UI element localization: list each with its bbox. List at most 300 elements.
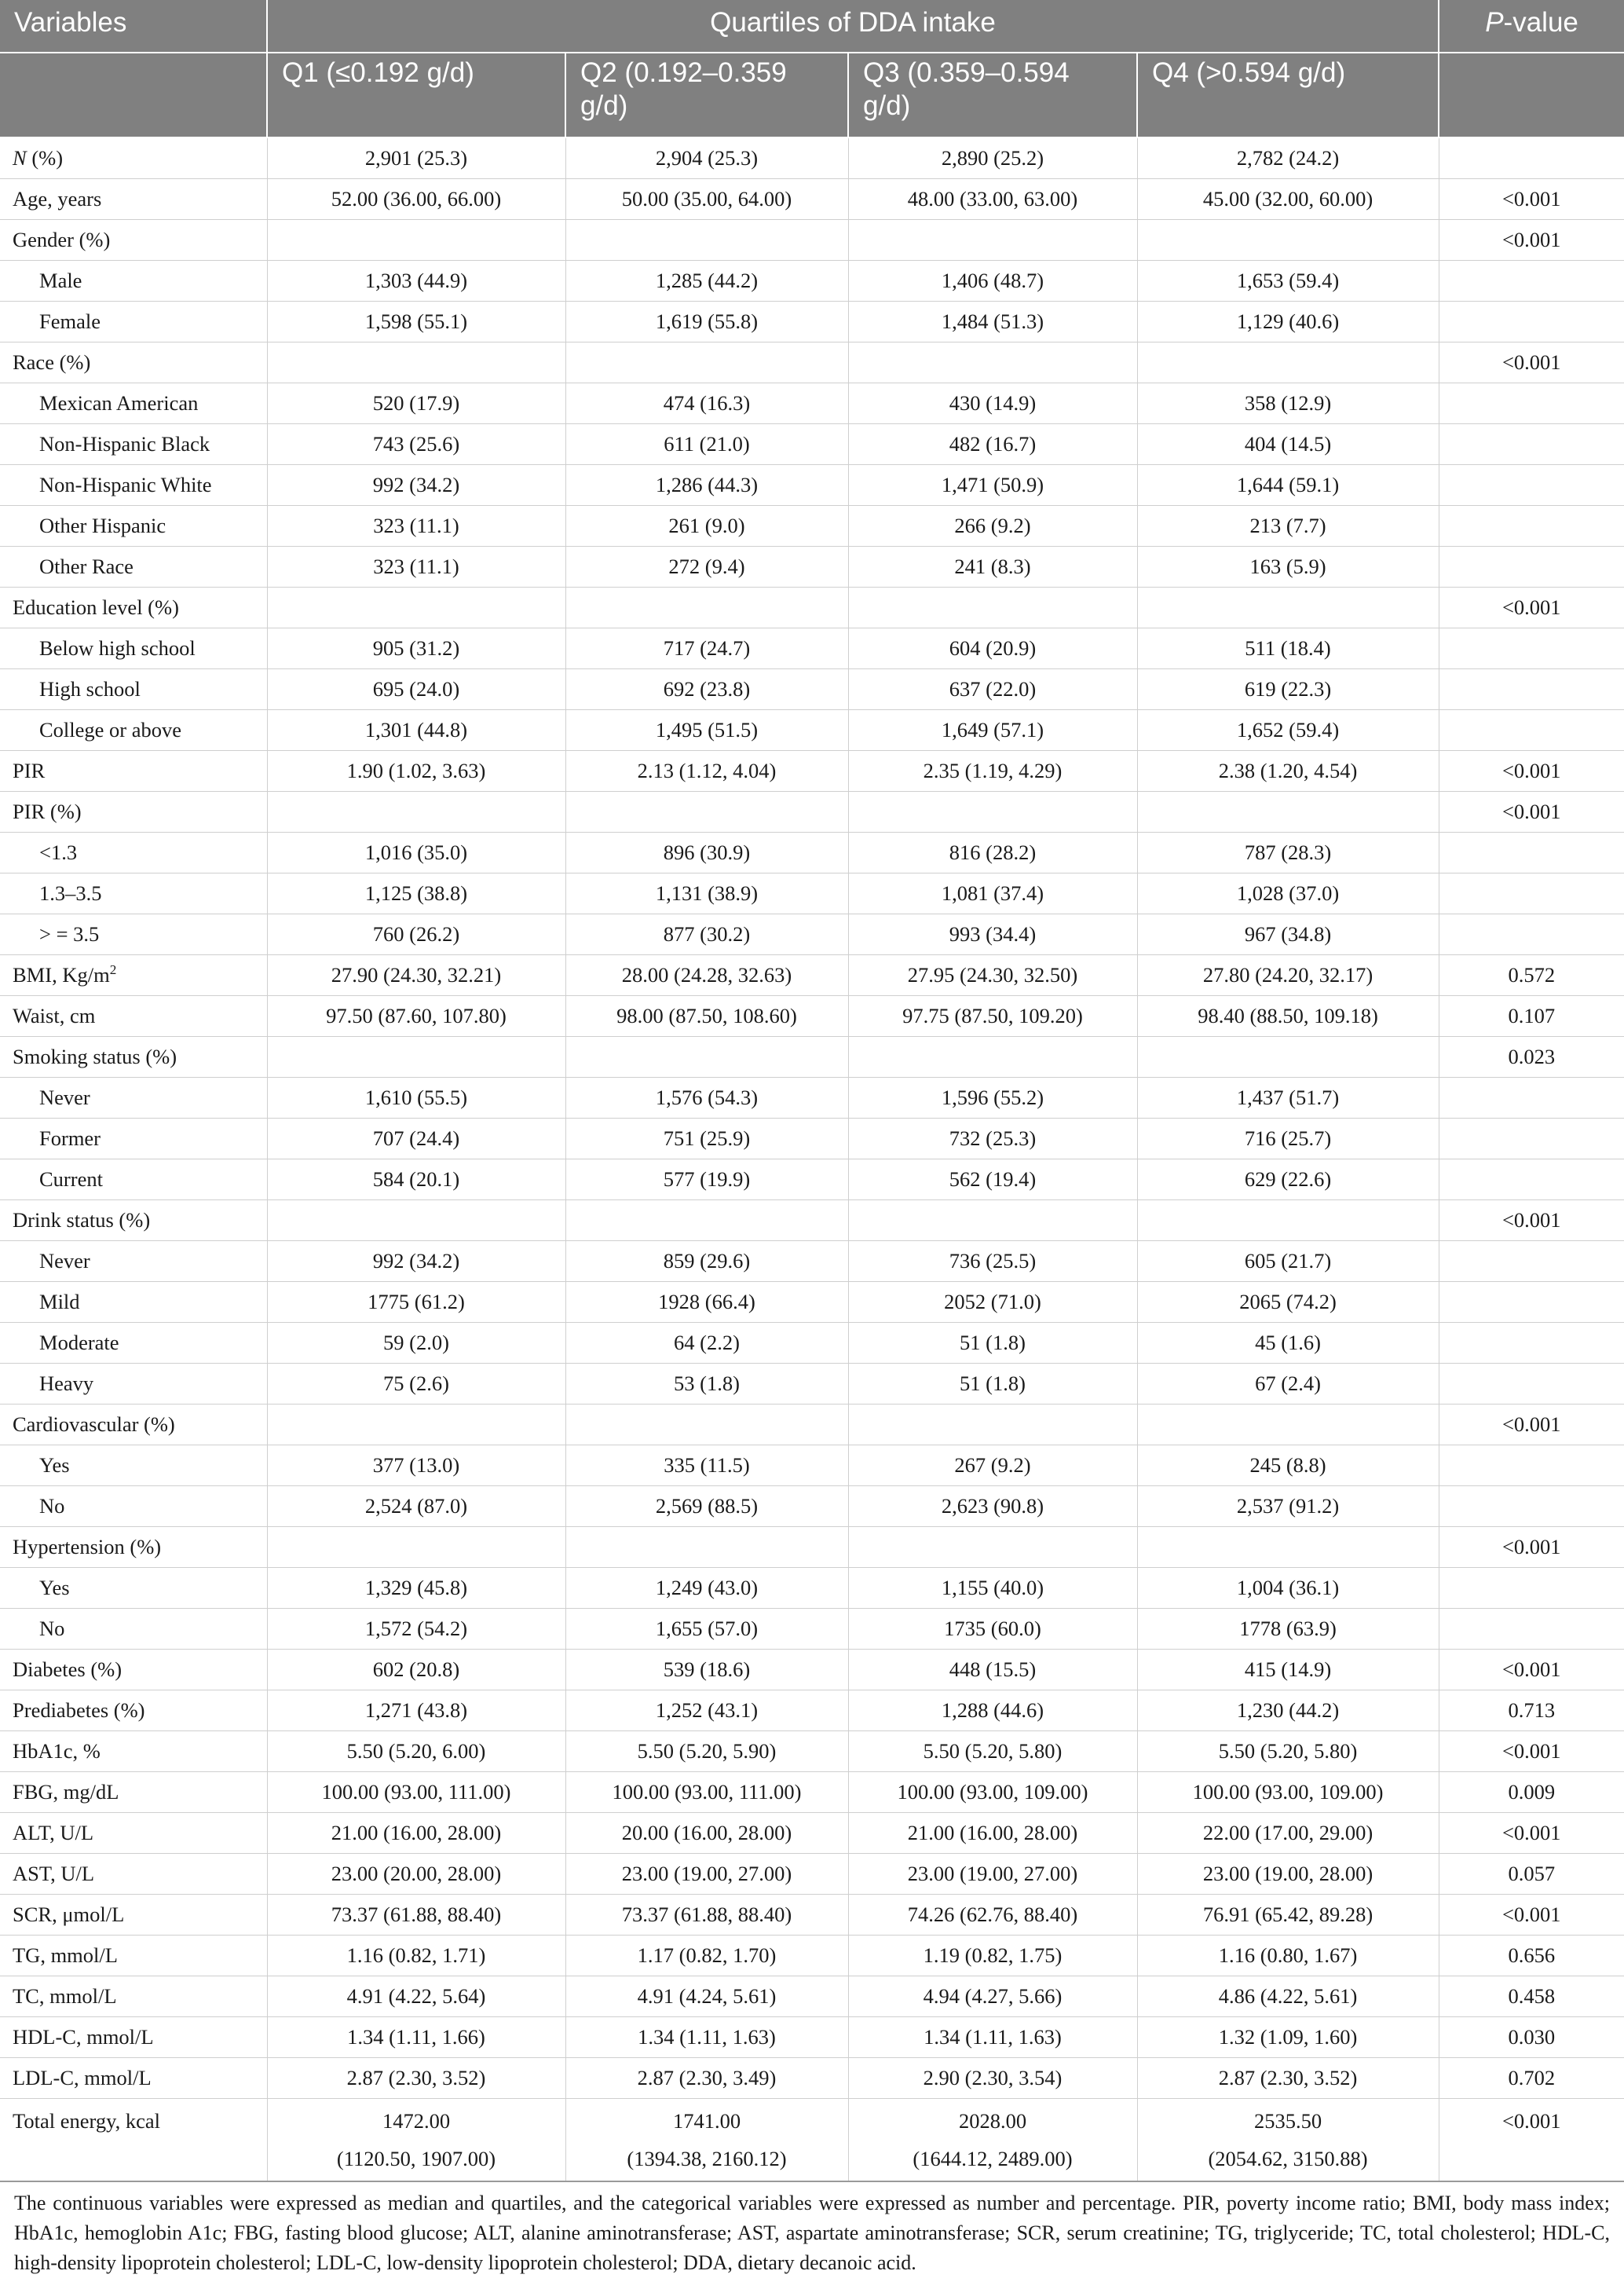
cell-q1: 2,901 (25.3) <box>267 137 565 179</box>
table-row <box>0 547 1624 588</box>
row-label-text: Female <box>39 309 101 333</box>
cell-q4: 1778 (63.9) <box>1137 1609 1439 1650</box>
cell-q1: 23.00 (20.00, 28.00) <box>267 1854 565 1895</box>
row-label-text: Non-Hispanic White <box>39 473 212 496</box>
cell-q1: 905 (31.2) <box>267 628 565 669</box>
cell-q2: 751 (25.9) <box>565 1119 848 1159</box>
cell-q1: 97.50 (87.60, 107.80) <box>267 996 565 1037</box>
row-label-text: PIR <box>13 759 46 782</box>
cell-q2 <box>565 342 848 383</box>
row-label <box>0 1486 267 1527</box>
cell-p <box>1439 1445 1624 1486</box>
row-label-text: Diabetes (%) <box>13 1657 123 1681</box>
row-label <box>0 547 267 588</box>
row-label-text: <1.3 <box>39 841 78 864</box>
cell-q4: 1.32 (1.09, 1.60) <box>1137 2017 1439 2058</box>
row-label-italic: N <box>13 146 27 170</box>
cell-q4: 100.00 (93.00, 109.00) <box>1137 1772 1439 1813</box>
cell-q1: 1,016 (35.0) <box>267 833 565 873</box>
cell-q1: 5.50 (5.20, 6.00) <box>267 1731 565 1772</box>
cell-q2 <box>565 1037 848 1078</box>
table-row <box>0 1282 1624 1323</box>
row-label <box>0 1772 267 1813</box>
cell-q1: 323 (11.1) <box>267 547 565 588</box>
row-label-text: Moderate <box>39 1331 119 1354</box>
cell-q3: 732 (25.3) <box>848 1119 1137 1159</box>
cell-q4 <box>1137 220 1439 261</box>
row-label-text: Mexican American <box>39 391 199 415</box>
table-row <box>0 996 1624 1037</box>
header-variables: Variables <box>0 0 267 53</box>
row-label <box>0 1078 267 1119</box>
cell-p: 0.057 <box>1439 1854 1624 1895</box>
row-label <box>0 710 267 751</box>
cell-q3: 1,596 (55.2) <box>848 1078 1137 1119</box>
cell-q2: 1,252 (43.1) <box>565 1690 848 1731</box>
row-label <box>0 1241 267 1282</box>
cell-p <box>1439 710 1624 751</box>
header-p-suffix: -value <box>1503 7 1578 38</box>
cell-q3: 241 (8.3) <box>848 547 1137 588</box>
cell-q3: 604 (20.9) <box>848 628 1137 669</box>
cell-q1: 27.90 (24.30, 32.21) <box>267 955 565 996</box>
table-body <box>0 137 1624 2181</box>
row-label <box>0 873 267 914</box>
cell-q3: 5.50 (5.20, 5.80) <box>848 1731 1137 1772</box>
row-label <box>0 465 267 506</box>
cell-q3-iqr: (1644.12, 2489.00) <box>913 2147 1073 2170</box>
cell-q3: 993 (34.4) <box>848 914 1137 955</box>
cell-q2: 272 (9.4) <box>565 547 848 588</box>
cell-q2 <box>565 1200 848 1241</box>
cell-q1: 1,303 (44.9) <box>267 261 565 302</box>
cell-p <box>1439 424 1624 465</box>
cell-q4: 415 (14.9) <box>1137 1650 1439 1690</box>
cell-q2-iqr: (1394.38, 2160.12) <box>627 2147 787 2170</box>
cell-q3: 21.00 (16.00, 28.00) <box>848 1813 1137 1854</box>
cell-p: <0.001 <box>1439 1650 1624 1690</box>
row-label <box>0 1282 267 1323</box>
cell-p <box>1439 1609 1624 1650</box>
row-label <box>0 506 267 547</box>
cell-q3: 816 (28.2) <box>848 833 1137 873</box>
cell-p: <0.001 <box>1439 792 1624 833</box>
cell-q4: 1,653 (59.4) <box>1137 261 1439 302</box>
cell-q3-median: 2028.00 <box>958 2109 1027 2133</box>
cell-q4: 4.86 (4.22, 5.61) <box>1137 1976 1439 2017</box>
row-label <box>0 669 267 710</box>
cell-q1 <box>267 220 565 261</box>
table-row <box>0 1772 1624 1813</box>
cell-p: 0.107 <box>1439 996 1624 1037</box>
table-footnote: The continuous variables were expressed as median and quartiles, and the categorical variables were expressed as number and percentage. PIR, poverty income ratio; BMI, body mass index; HbA1c, hemoglobin A1c; FBG, fasting blood glucose; ALT, alanine aminotransferase; AST, aspartate aminotransferase; SCR, serum creatinine; TG, triglyceride; TC, total cholesterol; HDL-C, high-density lipoprotein cholesterol; LDL-C, low-density lipoprotein cholesterol; DDA, dietary decanoic acid. <box>14 2192 1610 2274</box>
cell-q1: 377 (13.0) <box>267 1445 565 1486</box>
cell-q2: 1,286 (44.3) <box>565 465 848 506</box>
cell-q3: 1.19 (0.82, 1.75) <box>848 1936 1137 1976</box>
cell-q2: 53 (1.8) <box>565 1364 848 1405</box>
cell-q2: 577 (19.9) <box>565 1159 848 1200</box>
cell-p <box>1439 1364 1624 1405</box>
cell-q4: 22.00 (17.00, 29.00) <box>1137 1813 1439 1854</box>
cell-p: <0.001 <box>1439 1405 1624 1445</box>
cell-q3: 51 (1.8) <box>848 1323 1137 1364</box>
cell-q1: 1,125 (38.8) <box>267 873 565 914</box>
cell-q3 <box>848 792 1137 833</box>
cell-q3 <box>848 220 1137 261</box>
row-label-suffix: (%) <box>26 146 64 170</box>
row-label-text: Yes <box>39 1576 70 1599</box>
header-p-italic: P <box>1485 7 1504 38</box>
table-row <box>0 1650 1624 1690</box>
row-label-text: Other Hispanic <box>39 514 166 537</box>
cell-q3: 97.75 (87.50, 109.20) <box>848 996 1137 1037</box>
row-label-text: Race (%) <box>13 350 91 374</box>
row-label-text: Smoking status (%) <box>13 1045 177 1068</box>
row-label <box>0 137 267 179</box>
table-row <box>0 506 1624 547</box>
cell-q2: 1,619 (55.8) <box>565 302 848 342</box>
row-label-text: Yes <box>39 1453 70 1477</box>
cell-q1: 992 (34.2) <box>267 1241 565 1282</box>
cell-q1: 992 (34.2) <box>267 465 565 506</box>
row-label <box>0 342 267 383</box>
cell-q3: 266 (9.2) <box>848 506 1137 547</box>
row-label-text: TG, mmol/L <box>13 1943 118 1967</box>
cell-q4: 1,644 (59.1) <box>1137 465 1439 506</box>
cell-q2: 877 (30.2) <box>565 914 848 955</box>
cell-q4: 45 (1.6) <box>1137 1323 1439 1364</box>
cell-q4: 1,004 (36.1) <box>1137 1568 1439 1609</box>
cell-q3 <box>848 1037 1137 1078</box>
row-label-text: LDL-C, mmol/L <box>13 2066 152 2089</box>
cell-q2 <box>565 2099 848 2182</box>
table-row <box>0 1078 1624 1119</box>
cell-p: 0.458 <box>1439 1976 1624 2017</box>
row-label-text: 1.3–3.5 <box>39 881 102 905</box>
cell-q1 <box>267 1037 565 1078</box>
cell-p <box>1439 137 1624 179</box>
row-label-text: College or above <box>39 718 182 742</box>
row-label <box>0 1323 267 1364</box>
cell-p <box>1439 1119 1624 1159</box>
cell-q2: 98.00 (87.50, 108.60) <box>565 996 848 1037</box>
table-row <box>0 1731 1624 1772</box>
cell-q3: 2,890 (25.2) <box>848 137 1137 179</box>
cell-q4: 1.16 (0.80, 1.67) <box>1137 1936 1439 1976</box>
cell-q1: 4.91 (4.22, 5.64) <box>267 1976 565 2017</box>
cell-q3: 637 (22.0) <box>848 669 1137 710</box>
row-label <box>0 1037 267 1078</box>
row-label-text: Current <box>39 1167 103 1191</box>
cell-q2: 1,131 (38.9) <box>565 873 848 914</box>
row-label <box>0 1895 267 1936</box>
cell-q1 <box>267 1405 565 1445</box>
table-row <box>0 465 1624 506</box>
table-row <box>0 2017 1624 2058</box>
cell-q2: 2.87 (2.30, 3.49) <box>565 2058 848 2099</box>
row-label <box>0 179 267 220</box>
cell-q4 <box>1137 1200 1439 1241</box>
cell-p <box>1439 1241 1624 1282</box>
row-label <box>0 1364 267 1405</box>
cell-q1 <box>267 1200 565 1241</box>
table-row <box>0 2058 1624 2099</box>
cell-q3 <box>848 588 1137 628</box>
cell-p <box>1439 1568 1624 1609</box>
cell-p: <0.001 <box>1439 1200 1624 1241</box>
cell-q2: 1,495 (51.5) <box>565 710 848 751</box>
cell-q4: 1,652 (59.4) <box>1137 710 1439 751</box>
table-row <box>0 669 1624 710</box>
row-label-text: BMI, Kg/m <box>13 963 110 987</box>
cell-q1: 743 (25.6) <box>267 424 565 465</box>
table-row <box>0 1936 1624 1976</box>
row-label <box>0 1200 267 1241</box>
cell-q4: 629 (22.6) <box>1137 1159 1439 1200</box>
row-label-text: Mild <box>39 1290 80 1313</box>
row-label <box>0 1813 267 1854</box>
cell-q2: 50.00 (35.00, 64.00) <box>565 179 848 220</box>
cell-q4: 2,537 (91.2) <box>1137 1486 1439 1527</box>
cell-p <box>1439 261 1624 302</box>
table-row <box>0 261 1624 302</box>
row-label-text: No <box>39 1494 65 1518</box>
row-label <box>0 628 267 669</box>
cell-q4: 1,230 (44.2) <box>1137 1690 1439 1731</box>
cell-p <box>1439 1486 1624 1527</box>
cell-p: <0.001 <box>1439 1895 1624 1936</box>
table-row <box>0 833 1624 873</box>
cell-q4 <box>1137 342 1439 383</box>
table-row <box>0 1976 1624 2017</box>
table-row <box>0 955 1624 996</box>
cell-q1: 73.37 (61.88, 88.40) <box>267 1895 565 1936</box>
row-label <box>0 588 267 628</box>
cell-q4: 98.40 (88.50, 109.18) <box>1137 996 1439 1037</box>
cell-q4: 967 (34.8) <box>1137 914 1439 955</box>
cell-q4: 605 (21.7) <box>1137 1241 1439 1282</box>
cell-q4: 76.91 (65.42, 89.28) <box>1137 1895 1439 1936</box>
row-label <box>0 833 267 873</box>
cell-q3 <box>848 1527 1137 1568</box>
cell-q1: 1.16 (0.82, 1.71) <box>267 1936 565 1976</box>
cell-q1: 323 (11.1) <box>267 506 565 547</box>
cell-q2: 1,576 (54.3) <box>565 1078 848 1119</box>
cell-q4: 23.00 (19.00, 28.00) <box>1137 1854 1439 1895</box>
row-label <box>0 2058 267 2099</box>
row-label-text: Education level (%) <box>13 595 179 619</box>
cell-q4: 163 (5.9) <box>1137 547 1439 588</box>
cell-q1: 602 (20.8) <box>267 1650 565 1690</box>
cell-p <box>1439 833 1624 873</box>
row-label-text: HbA1c, % <box>13 1739 101 1763</box>
cell-p: <0.001 <box>1439 342 1624 383</box>
cell-q1: 1,301 (44.8) <box>267 710 565 751</box>
cell-p <box>1439 506 1624 547</box>
cell-p <box>1439 1282 1624 1323</box>
cell-q2 <box>565 588 848 628</box>
cell-p: 0.030 <box>1439 2017 1624 2058</box>
cell-p: 0.702 <box>1439 2058 1624 2099</box>
cell-q4 <box>1137 792 1439 833</box>
cell-q3: 4.94 (4.27, 5.66) <box>848 1976 1137 2017</box>
cell-q2: 4.91 (4.24, 5.61) <box>565 1976 848 2017</box>
cell-q4: 511 (18.4) <box>1137 628 1439 669</box>
table-row <box>0 1486 1624 1527</box>
cell-q2: 1,655 (57.0) <box>565 1609 848 1650</box>
row-label <box>0 914 267 955</box>
cell-q4 <box>1137 1405 1439 1445</box>
cell-q1: 1,271 (43.8) <box>267 1690 565 1731</box>
cell-q2: 1,285 (44.2) <box>565 261 848 302</box>
header-p-value <box>1439 0 1624 53</box>
cell-p: 0.023 <box>1439 1037 1624 1078</box>
cell-q2: 717 (24.7) <box>565 628 848 669</box>
cell-q1: 584 (20.1) <box>267 1159 565 1200</box>
cell-q4: 67 (2.4) <box>1137 1364 1439 1405</box>
cell-q1 <box>267 588 565 628</box>
cell-p: <0.001 <box>1439 2099 1624 2182</box>
cell-q2 <box>565 1527 848 1568</box>
cell-q3: 48.00 (33.00, 63.00) <box>848 179 1137 220</box>
cell-p: 0.572 <box>1439 955 1624 996</box>
cell-q2 <box>565 792 848 833</box>
cell-q3 <box>848 2099 1137 2182</box>
cell-q2: 2,904 (25.3) <box>565 137 848 179</box>
cell-q1: 1.90 (1.02, 3.63) <box>267 751 565 792</box>
cell-q2: 539 (18.6) <box>565 1650 848 1690</box>
table-row <box>0 710 1624 751</box>
header-quartiles: Quartiles of DDA intake <box>267 0 1439 53</box>
cell-q1: 520 (17.9) <box>267 383 565 424</box>
row-label-text: Cardiovascular (%) <box>13 1412 175 1436</box>
row-label <box>0 1119 267 1159</box>
cell-p <box>1439 1078 1624 1119</box>
cell-q1: 707 (24.4) <box>267 1119 565 1159</box>
cell-q3: 430 (14.9) <box>848 383 1137 424</box>
cell-q3 <box>848 1200 1137 1241</box>
table-row <box>0 1119 1624 1159</box>
cell-q2: 64 (2.2) <box>565 1323 848 1364</box>
row-label <box>0 1405 267 1445</box>
row-label-text: TC, mmol/L <box>13 1984 117 2008</box>
table-row <box>0 1895 1624 1936</box>
cell-p: <0.001 <box>1439 1813 1624 1854</box>
table-row <box>0 342 1624 383</box>
cell-q1 <box>267 1527 565 1568</box>
table-row <box>0 1323 1624 1364</box>
cell-q1: 695 (24.0) <box>267 669 565 710</box>
cell-q2 <box>565 1405 848 1445</box>
cell-q2-median: 1741.00 <box>672 2109 741 2133</box>
row-label <box>0 1731 267 1772</box>
row-label <box>0 955 267 996</box>
cell-p: <0.001 <box>1439 179 1624 220</box>
cell-q2: 20.00 (16.00, 28.00) <box>565 1813 848 1854</box>
row-label <box>0 1568 267 1609</box>
table-row <box>0 914 1624 955</box>
cell-q3: 2052 (71.0) <box>848 1282 1137 1323</box>
row-label-text: HDL-C, mmol/L <box>13 2025 154 2049</box>
cell-q1: 760 (26.2) <box>267 914 565 955</box>
row-label <box>0 261 267 302</box>
cell-q1: 2.87 (2.30, 3.52) <box>267 2058 565 2099</box>
cell-q4 <box>1137 1527 1439 1568</box>
cell-p: 0.713 <box>1439 1690 1624 1731</box>
cell-q3: 267 (9.2) <box>848 1445 1137 1486</box>
row-label-text: Other Race <box>39 555 134 578</box>
header-q1: Q1 (≤0.192 g/d) <box>267 53 565 137</box>
cell-q1: 100.00 (93.00, 111.00) <box>267 1772 565 1813</box>
cell-q4: 45.00 (32.00, 60.00) <box>1137 179 1439 220</box>
row-label <box>0 1445 267 1486</box>
cell-q2: 1,249 (43.0) <box>565 1568 848 1609</box>
cell-q2: 1.34 (1.11, 1.63) <box>565 2017 848 2058</box>
cell-q2: 2,569 (88.5) <box>565 1486 848 1527</box>
table-row <box>0 1159 1624 1200</box>
row-label <box>0 424 267 465</box>
row-label-text: PIR (%) <box>13 800 82 823</box>
row-label-text: ALT, U/L <box>13 1821 94 1844</box>
row-label <box>0 1650 267 1690</box>
row-label-text: Non-Hispanic Black <box>39 432 210 456</box>
cell-q2: 896 (30.9) <box>565 833 848 873</box>
cell-q1-median: 1472.00 <box>382 2109 451 2133</box>
row-label <box>0 2017 267 2058</box>
cell-p <box>1439 628 1624 669</box>
cell-q2: 5.50 (5.20, 5.90) <box>565 1731 848 1772</box>
table-row <box>0 588 1624 628</box>
header-blank <box>0 53 267 137</box>
row-label-text: Drink status (%) <box>13 1208 151 1232</box>
table-row <box>0 1527 1624 1568</box>
cell-q3: 2,623 (90.8) <box>848 1486 1137 1527</box>
cell-q1-iqr: (1120.50, 1907.00) <box>336 2147 496 2170</box>
cell-q1 <box>267 792 565 833</box>
cell-q2: 1928 (66.4) <box>565 1282 848 1323</box>
row-label-text: Below high school <box>39 636 196 660</box>
cell-p <box>1439 302 1624 342</box>
cell-q3: 1,081 (37.4) <box>848 873 1137 914</box>
cell-q1: 1,598 (55.1) <box>267 302 565 342</box>
cell-q4: 2.38 (1.20, 4.54) <box>1137 751 1439 792</box>
cell-q2: 23.00 (19.00, 27.00) <box>565 1854 848 1895</box>
header-q4: Q4 (>0.594 g/d) <box>1137 53 1439 137</box>
row-label <box>0 220 267 261</box>
header-q3: Q3 (0.359–0.594 g/d) <box>848 53 1137 137</box>
cell-p: <0.001 <box>1439 1527 1624 1568</box>
row-label-text: FBG, mg/dL <box>13 1780 119 1804</box>
table-row <box>0 873 1624 914</box>
row-label-text: SCR, μmol/L <box>13 1903 125 1926</box>
cell-q3: 23.00 (19.00, 27.00) <box>848 1854 1137 1895</box>
table-row <box>0 1405 1624 1445</box>
cell-q1: 1,572 (54.2) <box>267 1609 565 1650</box>
row-label <box>0 1854 267 1895</box>
cell-q1: 75 (2.6) <box>267 1364 565 1405</box>
cell-q3: 1,155 (40.0) <box>848 1568 1137 1609</box>
row-label <box>0 996 267 1037</box>
cell-q4: 2,782 (24.2) <box>1137 137 1439 179</box>
row-label-text: Waist, cm <box>13 1004 96 1027</box>
cell-q4 <box>1137 588 1439 628</box>
cell-q2: 261 (9.0) <box>565 506 848 547</box>
cell-q2: 335 (11.5) <box>565 1445 848 1486</box>
table-row <box>0 179 1624 220</box>
row-label-text: Prediabetes (%) <box>13 1698 145 1722</box>
cell-p: <0.001 <box>1439 220 1624 261</box>
cell-q2: 692 (23.8) <box>565 669 848 710</box>
